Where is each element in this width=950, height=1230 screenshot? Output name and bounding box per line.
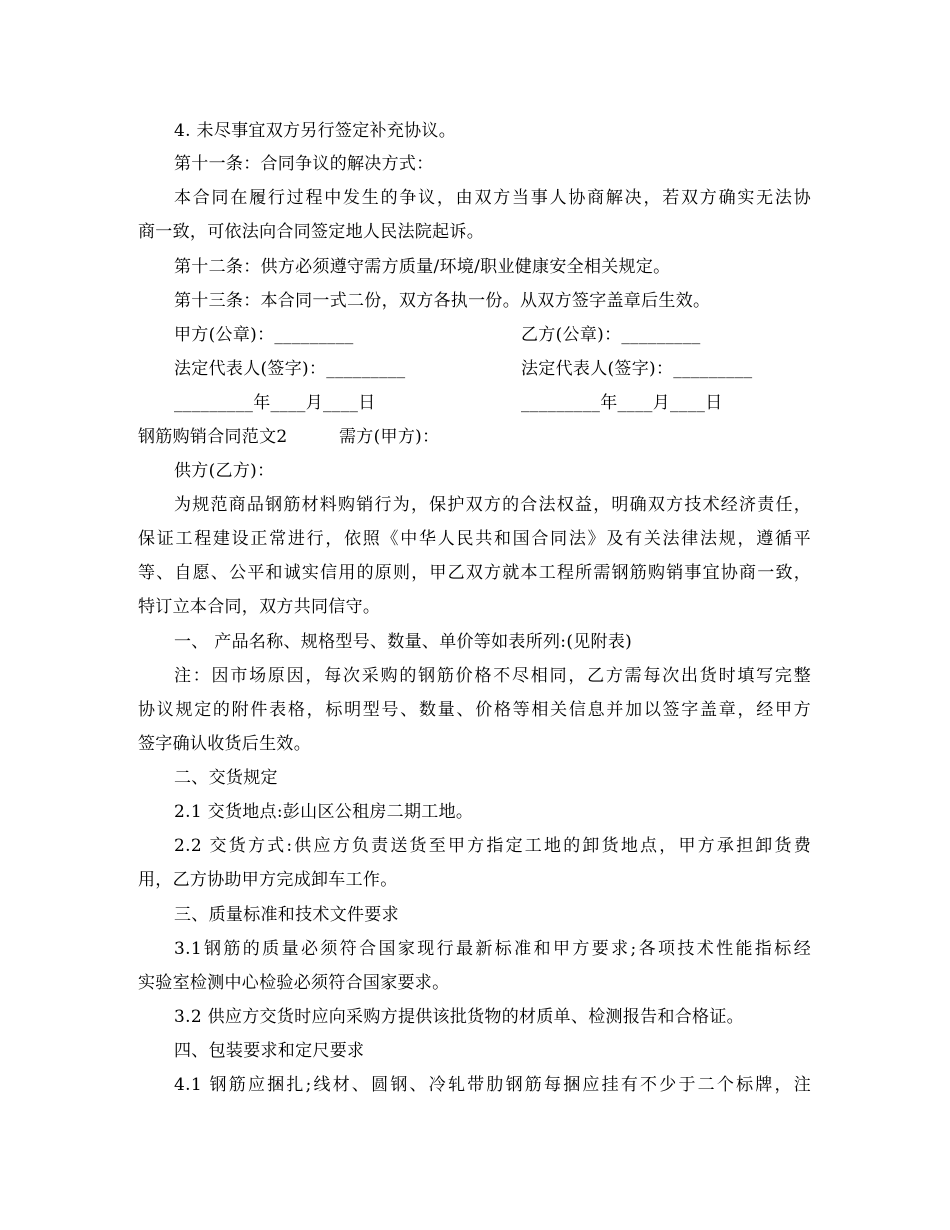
party-a-date: _________年____月____日 [174,393,376,413]
buyer-party-label: 需方(甲方)： [339,427,440,447]
clause-3-1-line-2: 实验室检测中心检验必须符合国家要求。 [138,973,450,993]
article-12: 第十二条：供方必须遵守需方质量/环境/职业健康安全相关规定。 [174,257,671,277]
article-11-text-line-2: 商一致，可依法向合同签定地人民法院起诉。 [138,222,484,242]
clause-2-1: 2.1 交货地点:彭山区公租房二期工地。 [174,802,474,822]
article-13: 第十三条：本合同一式二份，双方各执一份。从双方签字盖章后生效。 [174,291,711,311]
note-line-2: 协议规定的附件表格，标明型号、数量、价格等相关信息并加以签字盖章，经甲方 [138,700,811,720]
note-line-1: 注：因市场原因，每次采购的钢筋价格不尽相同，乙方需每次出货时填写完整 [174,666,811,686]
section-1-heading: 一、 产品名称、规格型号、数量、单价等如表所列:(见附表) [174,632,633,652]
party-b-representative: 法定代表人(签字)：_________ [521,359,753,379]
section-4-heading: 四、包装要求和定尺要求 [174,1041,365,1061]
contract-2-title: 钢筋购销合同范文2 [138,427,288,447]
clause-10-item-4: 4. 未尽事宜双方另行签定补充协议。 [174,121,457,141]
note-line-3: 签字确认收货后生效。 [138,734,311,754]
section-2-heading: 二、交货规定 [174,768,278,788]
clause-2-2-line-2: 用，乙方协助甲方完成卸车工作。 [138,870,398,890]
preamble-line-4: 特订立本合同，双方共同信守。 [138,597,381,617]
article-11-heading: 第十一条：合同争议的解决方式： [174,154,434,174]
party-b-seal: 乙方(公章)：_________ [521,325,701,345]
party-a-seal: 甲方(公章)：_________ [174,325,354,345]
article-11-text-line-1: 本合同在履行过程中发生的争议，由双方当事人协商解决，若双方确实无法协 [174,188,811,208]
supplier-party-label: 供方(乙方)： [174,461,275,481]
preamble-line-3: 等、自愿、公平和诚实信用的原则，甲乙双方就本工程所需钢筋购销事宜协商一致， [138,563,811,583]
party-b-date: _________年____月____日 [521,393,723,413]
preamble-line-2: 保证工程建设正常进行，依照《中华人民共和国合同法》及有关法律法规，遵循平 [138,529,811,549]
clause-3-2: 3.2 供应方交货时应向采购方提供该批货物的材质单、检测报告和合格证。 [174,1007,744,1027]
clause-4-1-line-1: 4.1 钢筋应捆扎;线材、圆钢、冷轧带肋钢筋每捆应挂有不少于二个标牌，注 [174,1075,811,1095]
party-a-representative: 法定代表人(签字)：_________ [174,359,406,379]
clause-3-1-line-1: 3.1钢筋的质量必须符合国家现行最新标准和甲方要求;各项技术性能指标经 [174,939,811,959]
clause-2-2-line-1: 2.2 交货方式:供应方负责送货至甲方指定工地的卸货地点，甲方承担卸货费 [174,836,811,856]
preamble-line-1: 为规范商品钢筋材料购销行为，保护双方的合法权益，明确双方技术经济责任， [174,495,811,515]
section-3-heading: 三、质量标准和技术文件要求 [174,905,399,925]
